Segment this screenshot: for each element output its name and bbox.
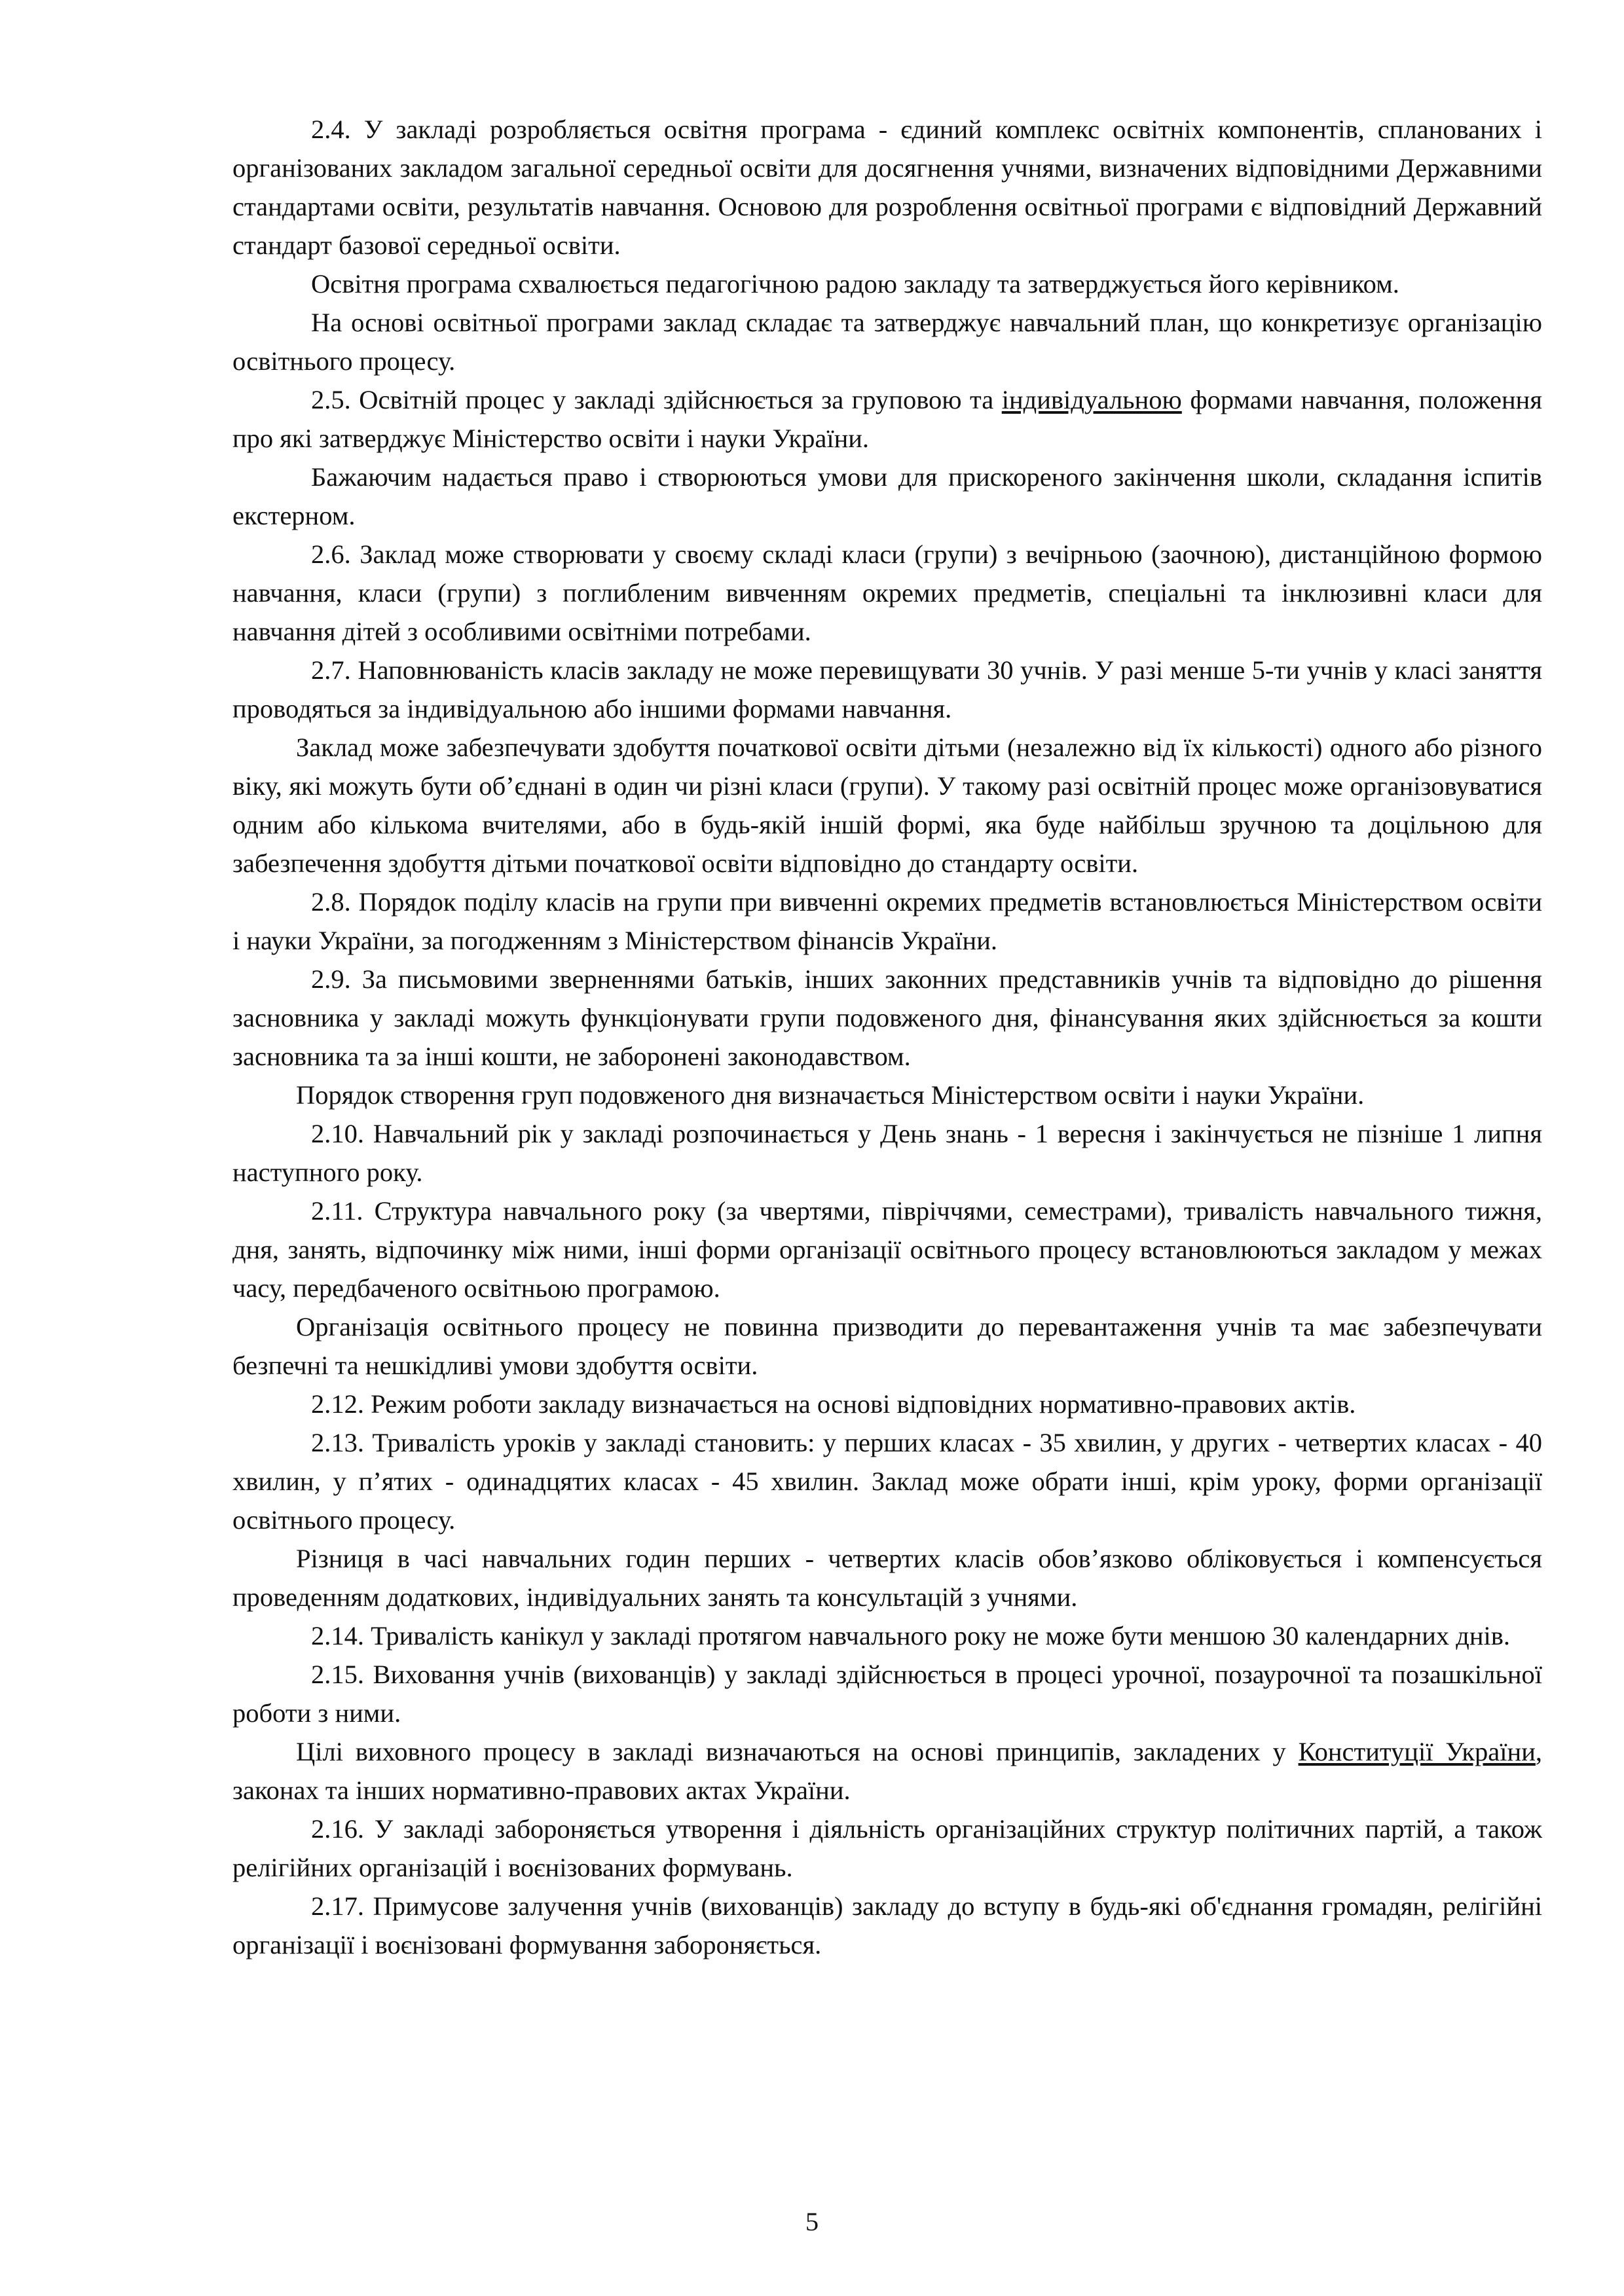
paragraph-2-17: 2.17. Примусове залучення учнів (вихованців) закладу до вступу в будь-які об'єднання громадян, релігійні організації і воєнізовані формування забороняється. (232, 1891, 1542, 1959)
paragraph-curriculum: На основі освітньої програми заклад складає та затверджує навчальний план, що конкретизує організацію освітнього процесу. (232, 308, 1542, 376)
paragraph-2-6: 2.6. Заклад може створювати у своєму складі класи (групи) з вечірньою (заочною), дистанційною формою навчання, класи (групи) з поглибленим вивченням окремих предметів, спеціальні та інклюзивні класи для навчання дітей з особливими освітніми потребами. (232, 539, 1542, 646)
paragraph-2-13: 2.13. Тривалість уроків у закладі становить: у перших класах - 35 хвилин, у других - четвертих класах - 40 хвилин, у п’ятих - одинадцятих класах - 45 хвилин. Заклад може обрати інші, крім уроку, форми організації освітнього процесу. (232, 1428, 1542, 1535)
paragraph-2-8: 2.8. Порядок поділу класів на групи при вивченні окремих предметів встановлюється Міністерством освіти і науки України, за погодженням з Міністерством фінансів України. (232, 887, 1542, 955)
document-body (232, 110, 1542, 1964)
paragraph-no-overload: Організація освітнього процесу не повинна призводити до перевантаження учнів та має забезпечувати безпечні та нешкідливі умови здобуття освіти. (232, 1312, 1542, 1380)
paragraph-education-goals-text-before: Цілі виховного процесу в закладі визначаються на основі принципів, закладених у (296, 1737, 1299, 1766)
paragraph-program-approval: Освітня програма схвалюється педагогічною радою закладу та затверджується його керівником. (311, 269, 1399, 299)
paragraph-2-7: 2.7. Наповнюваність класів закладу не може перевищувати 30 учнів. У разі менше 5-ти учнів у класі заняття проводяться за індивідуальною або іншими формами навчання. (232, 655, 1542, 723)
paragraph-primary-education: Заклад може забезпечувати здобуття початкової освіти дітьми (незалежно від їх кількості) одного або різного віку, які можуть бути об’єднані в один чи різні класи (групи). У такому разі освітній процес може організовуватися одним або кількома вчителями, або в будь-якій іншій формі, яка буде найбільш зручною та доцільною для забезпечення здобуття дітьми початкової освіти відповідно до стандарту освіти. (232, 733, 1542, 878)
individual-form-link[interactable]: індивідуальною (1001, 385, 1182, 414)
paragraph-2-5-text-after: формами навчання, положення про які затверджує Міністерство освіти і науки України. (232, 385, 1542, 453)
paragraph-education-goals (232, 1732, 1542, 1810)
paragraph-education-goals-text-after: , законах та інших нормативно-правових актах України. (232, 1737, 1542, 1805)
paragraph-2-5 (232, 380, 1542, 458)
paragraph-2-11: 2.11. Структура навчального року (за чвертями, півріччями, семестрами), тривалість навчального тижня, дня, занять, відпочинку між ними, інші форми організації освітнього процесу встановлюються закладом у межах часу, передбаченого освітньою програмою. (232, 1196, 1542, 1303)
paragraph-2-12: 2.12. Режим роботи закладу визначається на основі відповідних нормативно-правових актів. (311, 1389, 1356, 1419)
paragraph-2-10: 2.10. Навчальний рік у закладі розпочинається у День знань - 1 вересня і закінчується не пізніше 1 липня наступного року. (232, 1119, 1542, 1187)
paragraph-2-5-text-before: 2.5. Освітній процес у закладі здійснюється за груповою та (311, 385, 1002, 414)
paragraph-2-15: 2.15. Виховання учнів (вихованців) у закладі здійснюється в процесі урочної, позаурочної та позашкільної роботи з ними. (232, 1660, 1542, 1728)
paragraph-hours-difference: Різниця в часі навчальних годин перших - четвертих класів обов’язково обліковується і компенсується проведенням додаткових, індивідуальних занять та консультацій з учнями. (232, 1544, 1542, 1612)
paragraph-2-4: 2.4. У закладі розробляється освітня програма - єдиний комплекс освітніх компонентів, спланованих і організованих закладом загальної середньої освіти для досягнення учнями, визначених відповідними Державними стандартами освіти, результатів навчання. Основою для розроблення освітньої програми є відповідний Державний стандарт базової середньої освіти. (232, 115, 1542, 260)
page-number: 5 (805, 2207, 819, 2236)
paragraph-2-16: 2.16. У закладі забороняється утворення і діяльність організаційних структур політичних партій, а також релігійних організацій і воєнізованих формувань. (232, 1814, 1542, 1882)
paragraph-extended-day-groups: Порядок створення груп подовженого дня визначається Міністерством освіти і науки України. (296, 1080, 1365, 1110)
constitution-link[interactable]: Конституції України (1298, 1737, 1536, 1766)
paragraph-2-14: 2.14. Тривалість канікул у закладі протягом навчального року не може бути меншою 30 календарних днів. (311, 1621, 1511, 1650)
paragraph-accelerated-completion: Бажаючим надається право і створюються умови для прискореного закінчення школи, складання іспитів екстерном. (232, 462, 1542, 530)
paragraph-2-9: 2.9. За письмовими зверненнями батьків, інших законних представників учнів та відповідно до рішення засновника у закладі можуть функціонувати групи подовженого дня, фінансування яких здійснюється за кошти засновника та за інші кошти, не заборонені законодавством. (232, 964, 1542, 1071)
